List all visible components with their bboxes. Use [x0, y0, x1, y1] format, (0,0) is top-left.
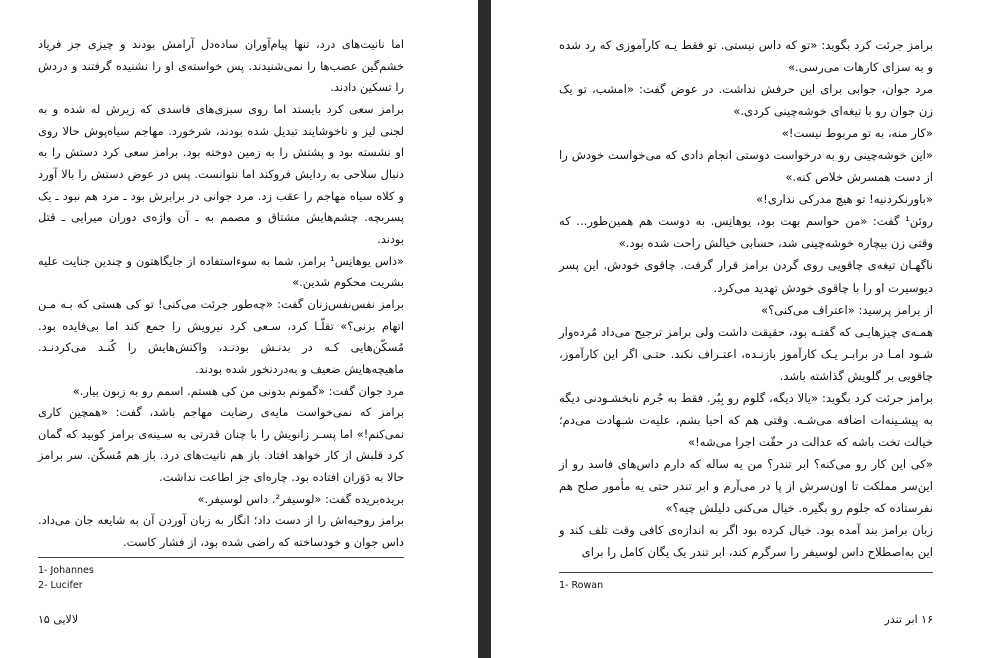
paragraph: «داس یوهانِس¹ برامز، شما به سوءاستفاده از جایگاهتون و چندین جنایت علیه بشریت محکوم شدین.» — [38, 253, 404, 290]
paragraph: برامز جرئت کرد بگوید: «تو که داس نیستی. تو فقط یـه کارآموزی که رد شده و به سزای کارهات می‌رسی.» — [559, 38, 933, 75]
paragraph: مرد جوان گفت: «گمونم بدونی من کی هستم. اسمم رو به زبون بیار.» — [72, 383, 404, 398]
paragraph: روئن¹ گفت: «من حواسم بهت بود، یوهانِس. به دوست هم همین‌طور... که وقتی زن بیچاره خوشه‌چینی شد، حسابی خیالش راحت شده بود.» — [559, 214, 933, 251]
right-page — [491, 0, 984, 658]
paragraph: از برامز پرسید: «اعتراف می‌کنی؟» — [760, 302, 933, 317]
page-folio: ۱۶ ابر تندر — [884, 613, 933, 626]
page-folio: لالایی ۱۵ — [38, 613, 79, 626]
footnote: 1- Rowan — [559, 580, 604, 591]
paragraph: «کار منه، به تو مربوط نیست!» — [781, 126, 933, 141]
paragraph: برامز سعی کرد بایستد اما روی سبزی‌های فاسدی که زیرش له شده و به لجنی لیز و ناخوشایند تبدیل شده بودند، شرخورد. مهاجم سیاه‌پوش حالا روی او نشسته بود و پشتش را به زمین دوخته بود. برامز سعی کرد دستش را به دنبال سلاحی به ردایش فروکند اما نتوانست. پس در عوض دستش را بالا آورد و کلاه سیاه مهاجم را عقب زد. مرد جوانی در برابرش بود ـ مرد هم نبود ـ یک پسربچه. چشم‌هایش مشتاق و مصمم به ـ آن واژه‌ی دوران میرایی ـ قتل بودند. — [38, 101, 404, 246]
paragraph: اما نانیت‌های درد، تنها پیام‌آوران ساده‌دل آرامش بودند و چیزی جز فریاد خشم‌گین عصب‌ها را نمی‌شنیدند. پس خواسته‌ی او را نشنیده گرفتند و دردش را تسکین دادند. — [38, 37, 404, 95]
footnote-divider — [559, 572, 933, 573]
paragraph: برامز جرئت کرد بگوید: «یالا دیگه، گلوم رو بِبُر. فقط به جُرم نابخشـودنی دیگه به پیشـینه‌ات اضافه می‌شـه. وقتی هم که احیا بشم، علیه‌ت شـهادت می‌دم؛ خیالت تخت باشه که عدالت در حقّت اجرا می‌شه!» — [559, 390, 933, 449]
left-page-body — [38, 34, 404, 554]
paragraph: مرد جوان، جوابی برای این حرفش نداشت. در عوض گفت: «امشب، تو یک زن جوان رو با تیغه‌ای خوشه‌چینی کردی.» — [559, 82, 933, 119]
paragraph: «کی این کار رو می‌کنه؟ ابر تندر؟ من یه ساله که دارم داس‌های فاسد رو از این‌سر مملکت تا اون‌سرش از پا در می‌آرم و ابر تندر حتی یه مأمور صلح هم نفرستاده که جلوم رو بگیره. خیال می‌کنی دلیلش چیه؟» — [559, 456, 933, 515]
paragraph: برامز که نمی‌خواست مایه‌ی رضایت مهاجم باشد، گفت: «همچین کاری نمی‌کنم!» اما پسـر زانویش را با چنان قدرتی به سـینه‌ی برامز کوبید که گمان کرد قلبش از کار خواهد افتاد. باز هم نانیت‌های درد. باز هم مُسکّن. سر برامز حالا به دَوَران افتاده بود. چاره‌ای جز اطاعت نداشت. — [38, 405, 404, 485]
paragraph: برامز نفس‌نفس‌زنان گفت: «چه‌طور جرئت می‌کنی! تو کی هستی که بـه مـن اتهام بزنی؟» تقلّـا کرد، سـعی کرد نیرویش را جمع کند اما بی‌فایده بود. مُسکّن‌هایی کـه در بدنـش بودنـد، واکنش‌هایش را کُنـد می‌کردنـد. ماهیچه‌هایش ضعیف و به‌دردنخور شده بودند. — [38, 296, 404, 376]
paragraph: زبان برامز بند آمده بود. خیال کرده بود اگر به اندازه‌ی کافی وقت تلف کند و این به‌اصطلاح داس لوسیفر را سرگرم کند، ابر تندر یک یگان کامل را برای — [559, 523, 933, 560]
footnote: 1- Johannes — [38, 565, 94, 576]
footnote-divider — [38, 557, 404, 558]
book-spine — [478, 0, 491, 658]
paragraph: «این خوشه‌چینی رو به درخواست دوستی انجام دادی که می‌خواست خودش را از دست همسرش خلاص کنه.» — [559, 148, 933, 185]
paragraph: همـه‌ی چیزهایـی که گفتـه بود، حقیقت داشت ولی برامز ترجیح می‌داد مُرده‌وار شـود امـا در برابـر یـک کارآموز بازنـده، اعتـراف نکند. حتـی اگر این کارآموز، چاقویی بر گلویش گذاشته باشد. — [559, 324, 933, 383]
right-page-body — [559, 34, 933, 563]
left-page — [0, 0, 478, 658]
footnote: 2- Lucifer — [38, 580, 83, 591]
paragraph: ناگهـان تیغه‌ی چاقویی روی گردن برامز قرار گرفت. چاقوی خودش. این پسر دیوسیرت او را با چاقوی خودش تهدید می‌کرد. — [559, 258, 933, 295]
paragraph: برامز روحیه‌اش را از دست داد؛ انگار به زبان آوردن آن به شایعه جان می‌داد. داس جوان و خودساخته که راضی شده بود، از فشار کاست. — [38, 513, 404, 550]
paragraph: «باورنکردنیه! تو هیچ مدرکی نداری!» — [756, 192, 933, 207]
paragraph: بریده‌بریده گفت: «لوسیفر². داس لوسیفر.» — [197, 491, 404, 506]
